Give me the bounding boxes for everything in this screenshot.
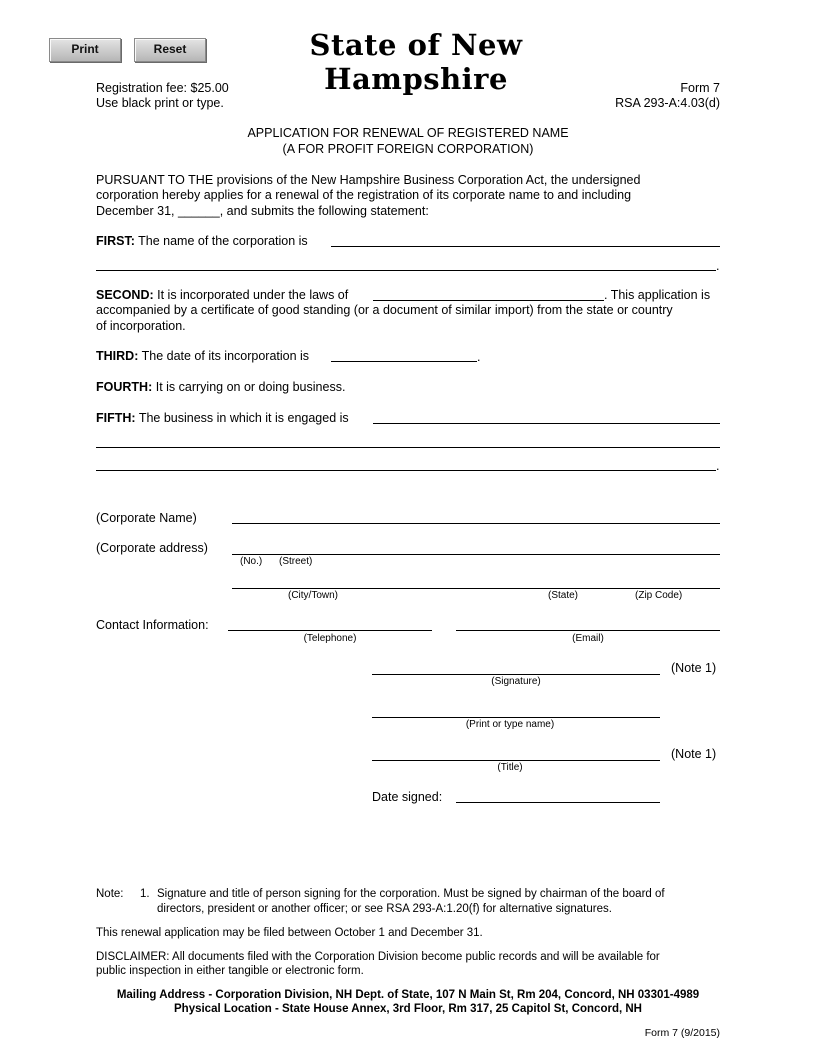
- fourth-text: It is carrying on or doing business.: [155, 380, 346, 394]
- street-address-field[interactable]: [232, 554, 720, 555]
- contact-label: Contact Information:: [96, 618, 209, 632]
- intro-line1: PURSUANT TO THE provisions of the New Hampshire Business Corporation Act, the undersigned: [96, 173, 641, 187]
- intro-line2: corporation hereby applies for a renewal of the registration of its corporate name to and including: [96, 188, 632, 202]
- form-version: Form 7 (9/2015): [644, 1027, 720, 1039]
- corporation-name-field-line2[interactable]: [96, 270, 716, 271]
- intro-line3: December 31, ______, and submits the following statement:: [96, 204, 429, 218]
- corporation-name-field[interactable]: [331, 246, 720, 247]
- print-button[interactable]: Print: [49, 38, 121, 62]
- second-line2: accompanied by a certificate of good standing (or a document of similar import) from the state or country: [96, 303, 673, 317]
- rsa-reference: RSA 293-A:4.03(d): [615, 96, 720, 110]
- fifth-label: FIFTH:: [96, 411, 136, 425]
- title-note-ref: (Note 1): [671, 747, 717, 761]
- second-after: . This application is: [604, 288, 711, 302]
- print-name-field[interactable]: [372, 717, 660, 718]
- zip-caption: (Zip Code): [635, 590, 683, 601]
- title-field[interactable]: [372, 760, 660, 761]
- renewal-period-note: This renewal application may be filed between October 1 and December 31.: [96, 927, 483, 939]
- date-signed-label: Date signed:: [372, 790, 443, 804]
- third-end-period: .: [477, 350, 481, 364]
- third-text: The date of its incorporation is: [141, 349, 310, 363]
- note1-line1: Signature and title of person signing for the corporation. Must be signed by chairman of the board of: [157, 888, 665, 900]
- first-label: FIRST:: [96, 234, 135, 248]
- corporate-address-label: (Corporate address): [96, 541, 208, 555]
- corporate-name-label: (Corporate Name): [96, 511, 197, 525]
- city-state-zip-field[interactable]: [232, 588, 720, 589]
- title-caption: (Title): [497, 762, 523, 773]
- form-heading-line1: APPLICATION FOR RENEWAL OF REGISTERED NAME: [247, 126, 569, 140]
- third-statement: [96, 349, 309, 363]
- second-label: SECOND:: [96, 288, 154, 302]
- signature-field[interactable]: [372, 674, 660, 675]
- incorporation-date-field[interactable]: [331, 361, 477, 362]
- reset-button[interactable]: Reset: [134, 38, 206, 62]
- note-label: Note:: [96, 888, 124, 900]
- street-caption: (Street): [279, 556, 313, 567]
- disclaimer-line1: DISCLAIMER: All documents filed with the Corporation Division become public records and will be available for: [96, 951, 660, 963]
- page-title: State of New Hampshire: [309, 28, 523, 96]
- disclaimer-line2: public inspection in either tangible or electronic form.: [96, 965, 364, 977]
- incorporation-state-field[interactable]: [373, 300, 604, 301]
- signature-caption: (Signature): [491, 676, 541, 687]
- fifth-statement: [96, 411, 349, 425]
- print-name-caption: (Print or type name): [465, 719, 555, 730]
- second-line3: of incorporation.: [96, 319, 186, 333]
- form-heading-line2: (A FOR PROFIT FOREIGN CORPORATION): [282, 142, 534, 156]
- third-label: THIRD:: [96, 349, 139, 363]
- form-number: Form 7: [680, 81, 720, 95]
- fourth-label: FOURTH:: [96, 380, 153, 394]
- fifth-end-period: .: [716, 459, 720, 473]
- registration-fee: Registration fee: $25.00: [96, 81, 229, 95]
- note1-line2: directors, president or another officer; or see RSA 293-A:1.20(f) for alternative signatures.: [157, 903, 612, 915]
- telephone-field[interactable]: [228, 630, 432, 631]
- business-field[interactable]: [373, 423, 720, 424]
- telephone-caption: (Telephone): [303, 633, 357, 644]
- fifth-text: The business in which it is engaged is: [138, 411, 349, 425]
- no-caption: (No.): [240, 556, 263, 567]
- email-caption: (Email): [572, 633, 604, 644]
- business-field-line2[interactable]: [96, 447, 720, 448]
- state-caption: (State): [548, 590, 579, 601]
- physical-location: Physical Location - State House Annex, 3rd Floor, Rm 317, 25 Capitol St, Concord, NH: [174, 1003, 642, 1015]
- signature-note-ref: (Note 1): [671, 661, 717, 675]
- mailing-address: Mailing Address - Corporation Division, NH Dept. of State, 107 N Main St, Rm 204, Concord, NH 03301-4989: [116, 989, 700, 1001]
- corporate-name-field[interactable]: [232, 523, 720, 524]
- note-number: 1.: [140, 888, 150, 900]
- business-field-line3[interactable]: [96, 470, 716, 471]
- date-signed-field[interactable]: [456, 802, 660, 803]
- first-statement: [96, 234, 308, 248]
- instructions: Use black print or type.: [96, 96, 224, 110]
- first-end-period: .: [716, 259, 720, 273]
- second-text: It is incorporated under the laws of: [157, 288, 349, 302]
- first-text: The name of the corporation is: [138, 234, 308, 248]
- second-statement: [96, 288, 348, 302]
- fourth-statement: [96, 380, 345, 394]
- city-caption: (City/Town): [288, 590, 339, 601]
- email-field[interactable]: [456, 630, 720, 631]
